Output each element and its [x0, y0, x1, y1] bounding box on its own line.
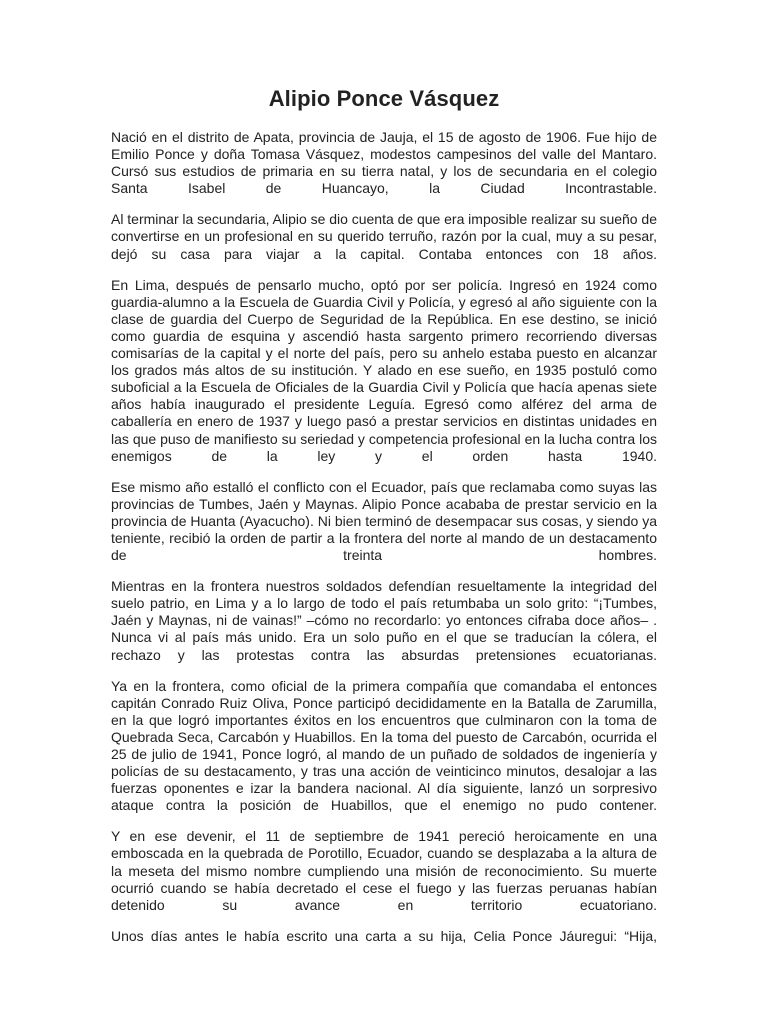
paragraph-secondary-school: Al terminar la secundaria, Alipio se dio cuenta de que era imposible realizar su sueño de convertirse en un profesional en su querido terruño, razón por la cual, muy a su pesar, dejó su casa para viajar a la capital. Contaba entonces con 18 años. [111, 211, 657, 262]
paragraph-police-career: En Lima, después de pensarlo mucho, optó por ser policía. Ingresó en 1924 como guardia-alumno a la Escuela de Guardia Civil y Policía, y egresó al año siguiente con la clase de guardia del Cuerpo de Seguridad de la República. En ese destino, se inició como guardia de esquina y ascendió hasta sargento primero recorriendo diversas comisarías de la capital y el norte del país, pero su anhelo estaba puesto en alcanzar los grados más altos de su institución. Y alado en ese sueño, en 1935 postuló como suboficial a la Escuela de Oficiales de la Guardia Civil y Policía que hacía apenas siete años había inaugurado el presidente Leguía. Egresó como alférez del arma de caballería en enero de 1937 y luego pasó a prestar servicios en distintas unidades en las que puso de manifiesto su seriedad y competencia profesional en la lucha contra los enemigos de la ley y el orden hasta 1940. [111, 276, 657, 464]
paragraph-birth: Nació en el distrito de Apata, provincia de Jauja, el 15 de agosto de 1906. Fue hijo de Emilio Ponce y doña Tomasa Vásquez, modestos campesinos del valle del Mantaro. Cursó sus estudios de primaria en su tierra natal, y los de secundaria en el colegio Santa Isabel de Huancayo, la Ciudad Incontrastable. [111, 129, 657, 197]
paragraph-national-unity: Mientras en la frontera nuestros soldados defendían resueltamente la integridad del suelo patrio, en Lima y a lo largo de todo el país retumbaba un solo grito: “¡Tumbes, Jaén y Maynas, ni de vainas!” –cómo no recordarlo: yo entonces cifraba doce años– . Nunca vi al país más unido. Era un solo puño en el que se traducían la cólera, el rechazo y las protestas contra las absurdas pretensiones ecuatorianas. [111, 578, 657, 663]
paragraph-ecuador-conflict: Ese mismo año estalló el conflicto con el Ecuador, país que reclamaba como suyas las provincias de Tumbes, Jaén y Maynas. Alipio Ponce acababa de prestar servicio en la provincia de Huanta (Ayacucho). Ni bien terminó de desempacar sus cosas, y siendo ya teniente, recibió la orden de partir a la frontera del norte al mando de un destacamento de treinta hombres. [111, 478, 657, 564]
paragraph-letter: Unos días antes le había escrito una carta a su hija, Celia Ponce Jáuregui: “Hija, [111, 927, 657, 944]
paragraph-death: Y en ese devenir, el 11 de septiembre de 1941 pereció heroicamente en una emboscada en la quebrada de Porotillo, Ecuador, cuando se desplazaba a la altura de la meseta del mismo nombre cumpliendo una misión de reconocimiento. Su muerte ocurrió cuando se había decretado el cese el fuego y las fuerzas peruanas habían detenido su avance en territorio ecuatoriano. [111, 828, 657, 913]
document-page [111, 84, 657, 945]
paragraph-battle-zarumilla: Ya en la frontera, como oficial de la primera compañía que comandaba el entonces capitán Conrado Ruiz Oliva, Ponce participó decididamente en la Batalla de Zarumilla, en la que logró importantes éxitos en los encuentros que culminaron con la toma de Quebrada Seca, Carcabón y Huabillos. En la toma del puesto de Carcabón, ocurrida el 25 de julio de 1941, Ponce logró, al mando de un puñado de soldados de ingeniería y policías de su destacamento, y tras una acción de veinticinco minutos, desalojar a las fuerzas oponentes e izar la bandera nacional. Al día siguiente, lanzó un sorpresivo ataque contra la posición de Huabillos, que el enemigo no pudo contener. [111, 677, 657, 814]
document-title: Alipio Ponce Vásquez [268, 86, 500, 111]
